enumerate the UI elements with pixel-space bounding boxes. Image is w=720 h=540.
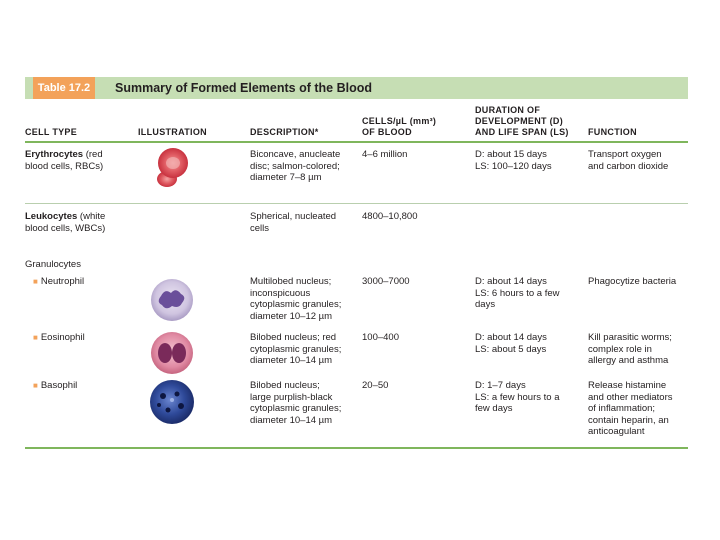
function-line: allergy and asthma [588,355,669,366]
cell-type-leukocytes [25,211,135,234]
cell-type-name: Neutrophil [40,276,85,287]
table-title: Summary of Formed Elements of the Blood [115,81,372,95]
bullet-icon: ■ [33,277,38,286]
header-duration-line3: AND LIFE SPAN (LS) [475,127,569,137]
description-line: inconspicuous [250,287,311,299]
duration-eosinophil [475,332,590,355]
duration-line: D: about 14 days [475,276,547,287]
cells-eosinophil: 100–400 [362,332,399,343]
cell-type-detail: blood cells, RBCs) [25,160,104,172]
neutrophil-icon [135,274,250,326]
duration-basophil [475,380,590,415]
function-line: Kill parasitic worms; [588,332,672,343]
function-basophil [588,380,688,438]
header-illustration: ILLUSTRATION [138,127,207,137]
description-line: Spherical, nucleated [250,211,337,222]
cells-leukocytes: 4800–10,800 [362,211,418,222]
cell-type-detail: (white [77,211,106,222]
cell-type-name: Leukocytes [25,211,78,222]
table-row-erythrocytes [25,143,688,204]
table-row-basophil [25,378,688,442]
description-line: cells [250,222,270,234]
description-line: diameter 10–12 µm [250,310,333,322]
cell-type-neutrophil [33,276,143,288]
bullet-icon: ■ [33,333,38,342]
header-function: FUNCTION [588,127,637,137]
function-line: contain heparin, an [588,414,669,426]
description-erythrocytes [250,149,360,184]
description-line: cytoplasmic granules; [250,343,342,355]
duration-neutrophil [475,276,590,311]
cell-type-basophil [33,380,143,392]
formed-elements-table [25,77,688,442]
table-title-bar [25,77,688,99]
description-line: Bilobed nucleus; red [250,332,337,343]
duration-line: few days [475,403,513,414]
duration-line: D: 1–7 days [475,380,526,391]
duration-line: LS: about 5 days [475,343,547,355]
header-duration-line1: DURATION OF [475,105,541,115]
function-line: and other mediators [588,391,673,403]
table-bottom-rule [25,447,688,449]
description-line: large purplish-black [250,391,333,403]
function-line: of inflammation; [588,403,656,414]
function-line: Transport oxygen [588,149,662,160]
header-cells-line1: CELLS/µL (mm³) [362,116,437,126]
red-blood-cell-icon [135,143,250,193]
granulocytes-label: Granulocytes [25,259,81,270]
description-line: diameter 10–14 µm [250,414,333,426]
description-line: Multilobed nucleus; [250,276,332,287]
basophil-icon [135,376,250,430]
cells-basophil: 20–50 [362,380,389,391]
function-line: and carbon dioxide [588,160,669,172]
header-description: DESCRIPTION* [250,127,319,137]
header-cells-line2: OF BLOOD [362,127,412,137]
bullet-icon: ■ [33,381,38,390]
cell-type-name: Eosinophil [40,332,85,343]
cell-type-eosinophil [33,332,143,344]
duration-line: days [475,299,496,310]
function-line: Phagocytize bacteria [588,276,677,287]
duration-line: LS: 6 hours to a few [475,287,560,299]
description-eosinophil [250,332,360,367]
function-line: anticoagulant [588,426,645,437]
cell-type-name: Basophil [40,380,78,391]
function-line: complex role in [588,343,652,355]
duration-line: D: about 14 days [475,332,547,343]
function-eosinophil [588,332,688,367]
duration-erythrocytes [475,149,590,172]
cell-type-erythrocytes [25,149,135,172]
eosinophil-icon [135,328,250,378]
table-number: Table 17.2 [33,77,95,99]
cells-erythrocytes: 4–6 million [362,149,408,160]
description-line: cytoplasmic granules; [250,299,342,310]
description-line: disc; salmon-colored; [250,160,340,172]
description-line: Biconcave, anucleate [250,149,341,160]
table-row-granulocytes [25,256,688,274]
description-line: Bilobed nucleus; [250,380,320,391]
description-neutrophil [250,276,360,322]
cells-neutrophil: 3000–7000 [362,276,410,287]
duration-line: LS: a few hours to a [475,391,560,403]
header-cell-type: CELL TYPE [25,127,78,137]
cell-type-name: Erythrocytes [25,149,84,160]
duration-line: LS: 100–120 days [475,160,552,172]
header-duration [475,105,569,138]
cell-type-detail: blood cells, WBCs) [25,222,106,234]
function-line: Release histamine [588,380,667,391]
duration-line: D: about 15 days [475,149,547,160]
table-row-eosinophil [25,330,688,378]
function-erythrocytes [588,149,688,172]
description-leukocytes [250,211,360,234]
table-row-leukocytes [25,204,688,256]
description-basophil [250,380,360,426]
cell-type-detail: (red [83,149,103,160]
table-row-neutrophil [25,274,688,330]
header-duration-line2: DEVELOPMENT (D) [475,116,564,126]
description-line: diameter 10–14 µm [250,355,333,366]
description-line: diameter 7–8 µm [250,172,322,183]
table-header [25,99,688,143]
header-cells [362,116,436,138]
description-line: cytoplasmic granules; [250,403,342,414]
function-neutrophil [588,276,688,288]
